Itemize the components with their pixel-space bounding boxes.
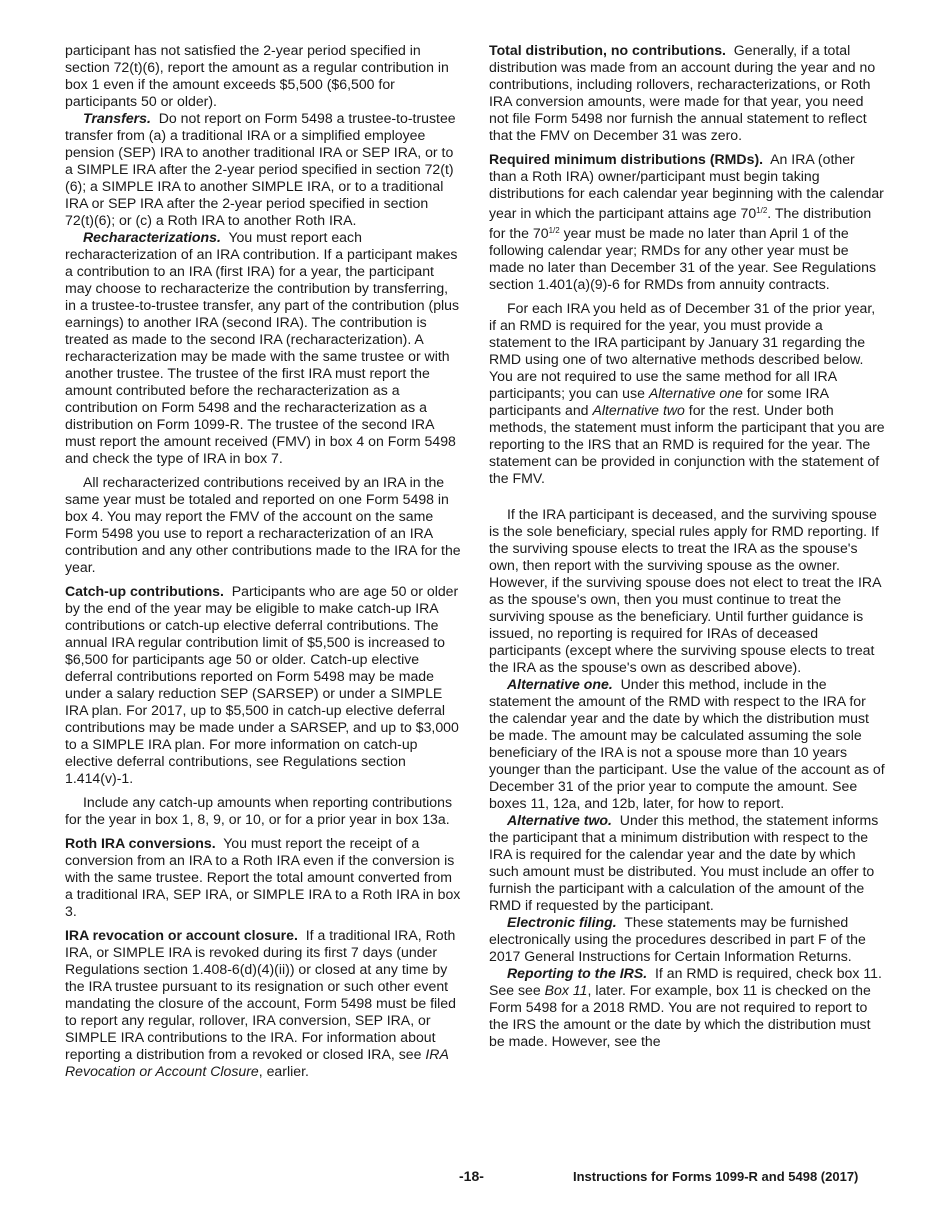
transfers-heading: Transfers. [83,110,151,126]
alternative-one-heading: Alternative one. [507,676,613,692]
left-column [65,42,461,1080]
total-distribution-heading: Total distribution, no contributions. [489,42,726,58]
right-column [489,42,885,1050]
one-half-fraction: 1/2 [548,226,560,235]
paragraph-catch-up-contributions: Catch-up contributions. Participants who are age 50 or older by the end of the year may be eligible to make catch-up IRA contributions or catch-up elective deferral contributions. The annual IRA regular contribution limit of $5,500 is increased to $6,500 for participants age 50 or older. Catch-up elective deferral contributions reported on Form 5498 may be made under a salary reduction SEP (SARSEP) or under a SIMPLE IRA plan. For 2017, up to $5,500 in catch-up elective deferral contributions may be made under a SARSEP, and up to $3,000 to a SIMPLE IRA plan. For more information on catch-up elective deferral contributions, see Regulations section 1.414(v)-1. [65,583,459,786]
paragraph-each-ira-statement: For each IRA you held as of December 31 of the prior year, if an RMD is required for the year, you must provide a statement to the IRA participant by January 31 regarding the RMD using one of two alternative methods described below. You are not required to use the same method for all IRA participants; you can use Alternative one for some IRA participants and Alternative two for the rest. Under both methods, the statement must inform the participant that you are reporting to the IRS that an RMD is required for the year. The statement can be provided in conjunction with the statement of the FMV. [489,300,885,486]
recharacterizations-heading: Recharacterizations. [83,229,221,245]
paragraph-alternative-two: Alternative two. Under this method, the statement informs the participant that a minimum distribution with respect to the IRA is required for the calendar year and the date by which such amount must be distributed. You must include an offer to furnish the participant with a calculation of the amount of the RMD if requested by the participant. [489,812,879,913]
paragraph-reporting-to-irs: Reporting to the IRS. If an RMD is required, check box 11. See see Box 11, later. For example, box 11 is checked on the Form 5498 for a 2018 RMD. You are not required to report to the IRS the amount or the date by which the distribution must be made. However, see the [489,965,882,1049]
paragraph-recharacterizations: Recharacterizations. You must report each recharacterization of an IRA contribution. If a participant makes a contribution to an IRA (first IRA) for a year, the participant may choose to recharacterize the contribution by transferring, in a trustee-to-trustee transfer, any part of the contribution (plus earnings) to another IRA (second IRA). The contribution is treated as made to the second IRA (recharacterization). A recharacterization may be made with the same trustee or with another trustee. The trustee of the first IRA must report the amount contributed before the recharacterization as a contribution on Form 5498 and the recharacterization as a distribution on Form 1099-R. The trustee of the second IRA must report the amount received (FMV) in box 4 on Form 5498 and check the type of IRA in box 7. [65,229,460,466]
revocation-heading: IRA revocation or account closure. [65,927,298,943]
one-half-fraction: 1/2 [756,206,768,215]
page-footer [0,1168,950,1188]
catch-up-heading: Catch-up contributions. [65,583,224,599]
paragraph-rmd: Required minimum distributions (RMDs). An IRA (other than a Roth IRA) owner/participant must begin taking distributions for each calendar year beginning with the calendar year in which the participant attains age $70^{1/2}$. The distribution for the $70^{1/2}$ year must be made no later than April 1 of the following calendar year; RMDs for any other year must be made no later than December 31 of the year. See Regulations section 1.401(a)(9)-6 for RMDs from annuity contracts. [489,151,884,292]
page-number: -18- [459,1168,484,1184]
reporting-to-irs-heading: Reporting to the IRS. [507,965,648,981]
paragraph-transfers: Transfers. Do not report on Form 5498 a trustee-to-trustee transfer from (a) a traditional IRA or a simplified employee pension (SEP) IRA to another traditional IRA or SEP IRA, or to a SIMPLE IRA after the 2-year period specified in section 72(t)(6); a SIMPLE IRA to another SIMPLE IRA, or to a traditional IRA or SEP IRA after the 2-year period specified in section 72(t)(6); or (c) a Roth IRA to another Roth IRA. [65,110,456,228]
paragraph-total-distribution: Total distribution, no contributions. Generally, if a total distribution was made from an account during the year and no contributions, including rollovers, recharacterizations, or Roth IRA conversion amounts, were made for that year, you need not file Form 5498 nor furnish the annual statement to reflect that the FMV on December 31 was zero. [489,42,876,143]
paragraph-electronic-filing: Electronic filing. These statements may be furnished electronically using the procedures described in part F of the 2017 General Instructions for Certain Information Returns. [489,914,866,964]
paragraph-revocation: IRA revocation or account closure. If a traditional IRA, Roth IRA, or SIMPLE IRA is revoked during its first 7 days (under Regulations section 1.408-6(d)(4)(ii)) or closed at any time by the IRA trustee pursuant to its resignation or such other event mandating the closure of the account, Form 5498 must be filed to report any regular, rollover, IRA conversion, SEP IRA, or SIMPLE IRA contributions to the IRA. For information about reporting a distribution from a revoked or closed IRA, see IRA Revocation or Account Closure, earlier. [65,927,456,1079]
revocation-cross-reference: IRA Revocation or Account Closure [65,1046,449,1079]
rmd-heading: Required minimum distributions (RMDs). [489,151,764,167]
paragraph-deceased-participant: If the IRA participant is deceased, and the surviving spouse is the sole beneficiary, special rules apply for RMD reporting. If the surviving spouse elects to treat the IRA as the spouse's own, then report with the surviving spouse as the owner. However, if the surviving spouse does not elect to treat the IRA as the spouse's own, then you must continue to treat the surviving spouse as the beneficiary. Until further guidance is issued, no reporting is required for IRAs of deceased participants (except where the surviving spouse elects to treat the IRA as the spouse's own as described above). [489,506,881,675]
electronic-filing-heading: Electronic filing. [507,914,617,930]
paragraph-catch-up-include: Include any catch-up amounts when reporting contributions for the year in box 1, 8, 9, or 10, or for a prior year in box 13a. [65,794,453,827]
paragraph-recharacterized-totals: All recharacterized contributions received by an IRA in the same year must be totaled and reported on one Form 5498 in box 4. You may report the FMV of the account on the same Form 5498 you use to report a recharacterization of an IRA contribution and any other contributions made to the IRA for the year. [65,474,461,575]
paragraph-alternative-one: Alternative one. Under this method, include in the statement the amount of the RMD with respect to the IRA for the calendar year and the date by which the distribution must be made. The amount may be calculated assuming the sole beneficiary of the IRA is not a spouse more than 10 years younger than the participant. Use the value of the account as of December 31 of the prior year to compute the amount. See boxes 11, 12a, and 12b, later, for how to report. [489,676,885,811]
paragraph-roth-conversions: Roth IRA conversions. You must report the receipt of a conversion from an IRA to a Roth IRA even if the conversion is with the same trustee. Report the total amount converted from a traditional IRA, SEP IRA, or SIMPLE IRA to a Roth IRA in box 3. [65,835,461,919]
footer-document-title: Instructions for Forms 1099-R and 5498 (2017) [573,1169,859,1184]
paragraph-participant-continued: participant has not satisfied the 2-year period specified in section 72(t)(6), report the amount as a regular contribution in box 1 even if the amount exceeds $5,500 ($6,500 for participants 50 or older). [65,42,449,109]
roth-conversions-heading: Roth IRA conversions. [65,835,216,851]
alternative-two-heading: Alternative two. [507,812,612,828]
